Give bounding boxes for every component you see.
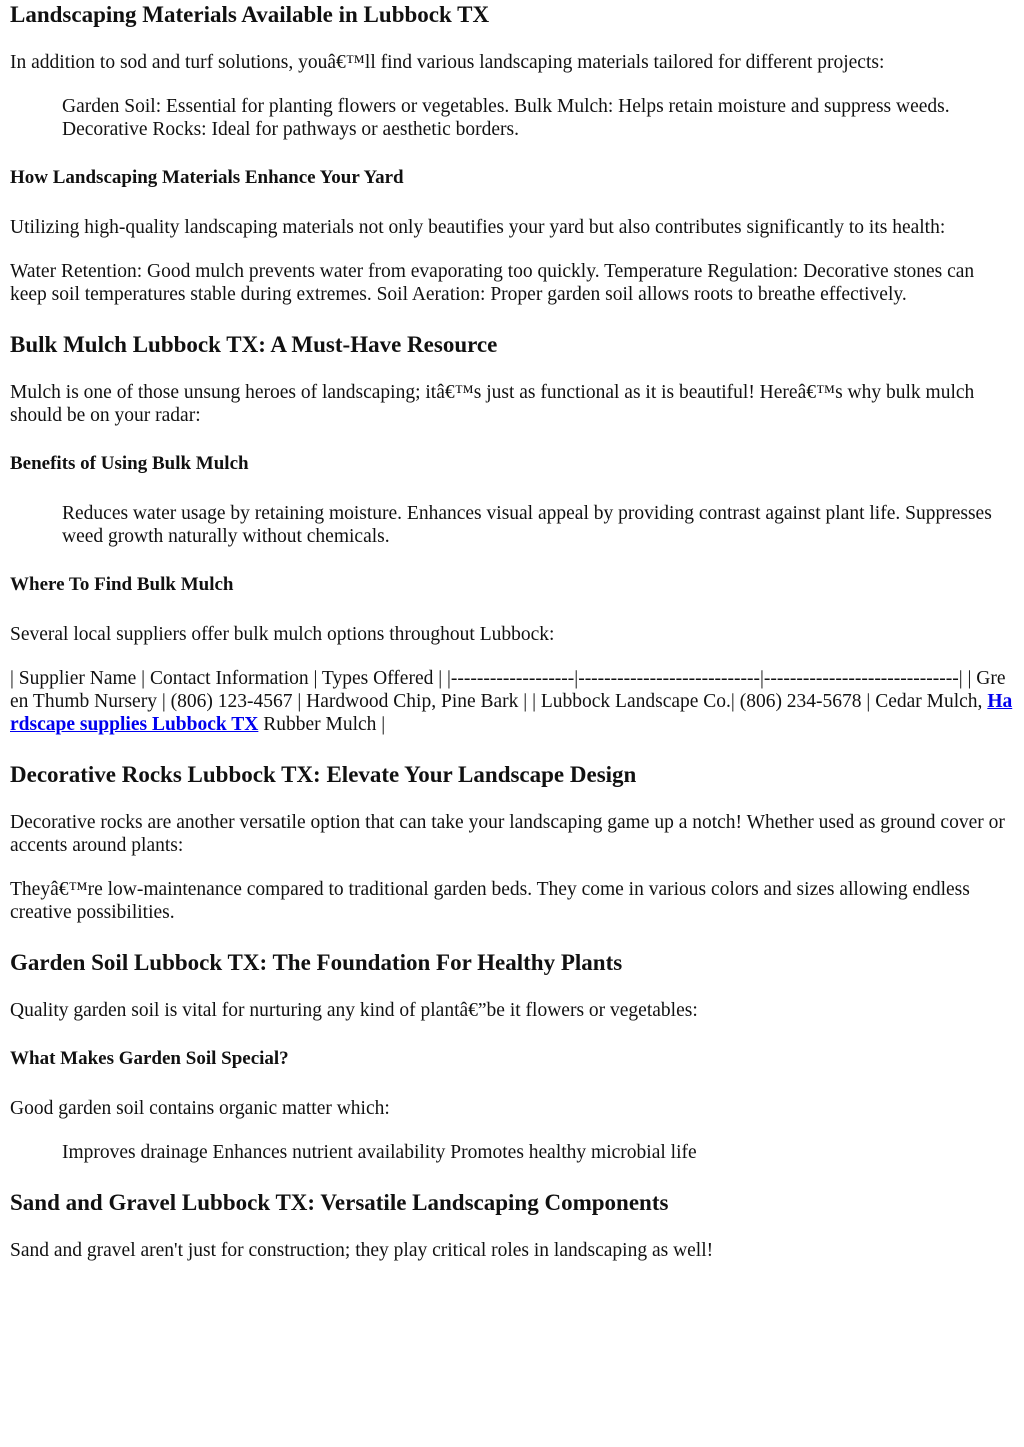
paragraph-mulch-intro: Mulch is one of those unsung heroes of landscaping; itâ€™s just as functional as it is beautiful! Hereâ€™s why bulk mulch should be on your radar: — [10, 382, 975, 426]
paragraph-utilizing: Utilizing high-quality landscaping materials not only beautifies your yard but also contributes significantly to its health: — [10, 217, 946, 238]
heading-where-to-find: Where To Find Bulk Mulch — [10, 574, 234, 595]
table-text-before: | Supplier Name | Contact Information | Types Offered | |-------------------|----------------------------|------------------------------| | Green Thumb Nursery | (806) 123-4567 | Hardwood Chip, Pine Bark | | Lubbock Landscape Co.| (806) 234-5678 | Cedar Mulch, — [10, 668, 1006, 712]
paragraph-suppliers-intro: Several local suppliers offer bulk mulch options throughout Lubbock: — [10, 624, 555, 645]
heading-benefits-bulk-mulch: Benefits of Using Bulk Mulch — [10, 453, 249, 474]
heading-garden-soil: Garden Soil Lubbock TX: The Foundation For Healthy Plants — [10, 950, 623, 975]
supplier-table-text — [10, 667, 1014, 736]
heading-sand-gravel: Sand and Gravel Lubbock TX: Versatile Landscaping Components — [10, 1190, 669, 1215]
list-materials: Garden Soil: Essential for planting flowers or vegetables. Bulk Mulch: Helps retain moisture and suppress weeds. Decorative Rocks: Ideal for pathways or aesthetic borders. — [62, 96, 950, 140]
hardscape-supplies-link[interactable]: Hardscape supplies Lubbock TX — [10, 691, 1013, 735]
list-mulch-benefits: Reduces water usage by retaining moisture. Enhances visual appeal by providing contrast against plant life. Suppresses weed growth naturally without chemicals. — [62, 503, 992, 547]
paragraph-organic-matter: Good garden soil contains organic matter which: — [10, 1098, 390, 1119]
paragraph-soil-intro: Quality garden soil is vital for nurturing any kind of plantâ€”be it flowers or vegetables: — [10, 1000, 698, 1021]
paragraph-rocks-body: Theyâ€™re low-maintenance compared to traditional garden beds. They come in various colors and sizes allowing endless creative possibilities. — [10, 879, 970, 923]
document-page — [0, 1, 1024, 1262]
paragraph-benefits-list: Water Retention: Good mulch prevents water from evaporating too quickly. Temperature Regulation: Decorative stones can keep soil temperatures stable during extremes. Soil Aeration: Proper garden soil allows roots to breathe effectively. — [10, 261, 975, 305]
list-soil-benefits: Improves drainage Enhances nutrient availability Promotes healthy microbial life — [62, 1142, 697, 1163]
heading-soil-special: What Makes Garden Soil Special? — [10, 1048, 289, 1069]
table-text-after: Rubber Mulch | — [258, 714, 386, 735]
heading-decorative-rocks: Decorative Rocks Lubbock TX: Elevate Your Landscape Design — [10, 762, 637, 787]
heading-how-materials-enhance: How Landscaping Materials Enhance Your Yard — [10, 167, 404, 188]
paragraph-rocks-intro: Decorative rocks are another versatile option that can take your landscaping game up a notch! Whether used as ground cover or accents around plants: — [10, 812, 1005, 856]
heading-landscaping-materials: Landscaping Materials Available in Lubbock TX — [10, 2, 490, 27]
heading-bulk-mulch: Bulk Mulch Lubbock TX: A Must-Have Resource — [10, 332, 498, 357]
paragraph-sand-gravel: Sand and gravel aren't just for construction; they play critical roles in landscaping as well! — [10, 1240, 714, 1261]
paragraph-intro-materials: In addition to sod and turf solutions, youâ€™ll find various landscaping materials tailored for different projects: — [10, 52, 885, 73]
